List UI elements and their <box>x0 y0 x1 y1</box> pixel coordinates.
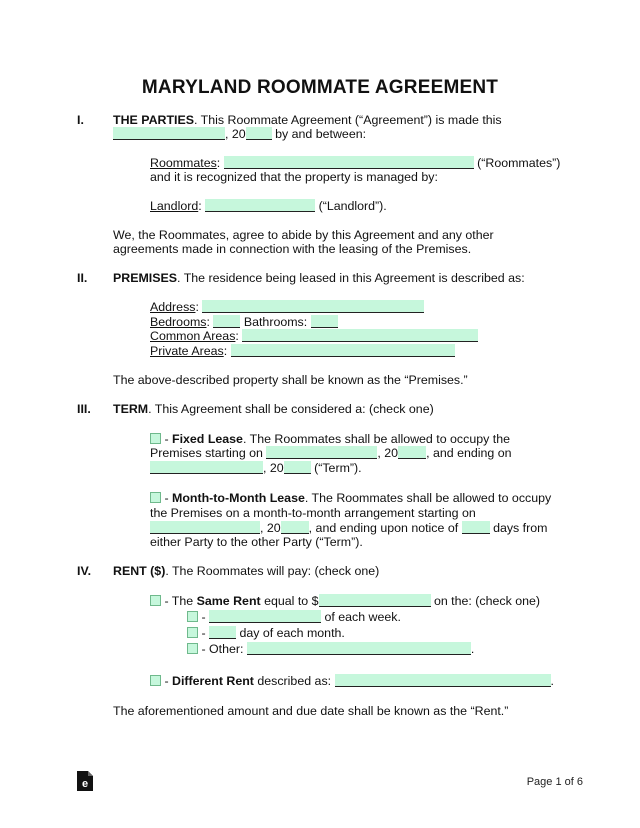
private-areas-line: Private Areas: <box>150 344 455 359</box>
roommates-field[interactable] <box>224 156 474 169</box>
mtm-lease-line-3: , 20 , and ending upon notice of days from <box>150 521 547 536</box>
mtm-start-date-field[interactable] <box>150 521 260 534</box>
bedrooms-label: Bedrooms <box>150 315 207 329</box>
section-3-number: III. <box>77 402 91 416</box>
fixed-lease-line-1: - Fixed Lease. The Roommates shall be allowed to occupy the <box>150 432 510 447</box>
section-4-line-1: RENT ($). The Roommates will pay: (check one) <box>113 564 380 578</box>
page-number: Page 1 of 6 <box>526 776 583 788</box>
landlord-line: Landlord: (“Landlord”). <box>150 199 387 213</box>
section-4-heading: RENT ($) <box>113 564 166 578</box>
landlord-label: Landlord <box>150 199 199 213</box>
common-areas-field[interactable] <box>242 329 478 342</box>
fixed-lease-line-2: Premises starting on , 20 , and ending on <box>150 446 512 460</box>
fixed-lease-line-3: , 20 (“Term”). <box>150 461 362 476</box>
fixed-start-date-field[interactable] <box>266 446 377 459</box>
mtm-lease-line-1: - Month-to-Month Lease. The Roommates shall be allowed to occupy <box>150 491 551 506</box>
mtm-lease-line-4: either Party to the other Party (“Term”). <box>150 535 363 549</box>
section-2-heading: PREMISES <box>113 271 178 285</box>
fixed-end-date-field[interactable] <box>150 461 263 474</box>
different-rent-field[interactable] <box>335 674 551 687</box>
section-4-number: IV. <box>77 564 92 578</box>
agreement-year-field[interactable] <box>246 127 272 140</box>
eforms-logo-icon <box>77 771 93 791</box>
address-line: Address: <box>150 300 424 315</box>
mtm-lease-line-2: the Premises on a month-to-month arrangement starting on <box>150 506 476 520</box>
weekday-field[interactable] <box>209 610 321 623</box>
section-1-number: I. <box>77 113 84 127</box>
same-rent-label: Same Rent <box>196 594 261 608</box>
section-1-heading: THE PARTIES <box>113 113 195 127</box>
premises-known-as: The above-described property shall be known as the “Premises.” <box>113 373 468 387</box>
fixed-lease-label: Fixed Lease <box>172 432 243 446</box>
section-2-line-1: PREMISES. The residence being leased in this Agreement is described as: <box>113 271 525 285</box>
fixed-lease-checkbox[interactable] <box>150 433 161 444</box>
landlord-field[interactable] <box>205 199 315 212</box>
section-1-line-1: THE PARTIES. This Roommate Agreement (“Agreement”) is made this <box>113 113 502 127</box>
roommates-label: Roommates <box>150 156 217 170</box>
section-3-line-1: TERM. This Agreement shall be considered a: (check one) <box>113 402 434 416</box>
managed-by-text: and it is recognized that the property is managed by: <box>150 170 438 184</box>
address-field[interactable] <box>202 300 424 313</box>
fixed-end-year-field[interactable] <box>284 461 311 474</box>
fixed-start-year-field[interactable] <box>398 446 426 459</box>
same-rent-checkbox[interactable] <box>150 595 161 606</box>
rent-known-as: The aforementioned amount and due date shall be known as the “Rent.” <box>113 704 509 718</box>
svg-text:e: e <box>81 778 89 790</box>
different-rent-label: Different Rent <box>172 674 254 688</box>
bathrooms-field[interactable] <box>311 315 338 328</box>
bedrooms-line: Bedrooms: Bathrooms: <box>150 315 338 330</box>
common-areas-label: Common Areas <box>150 329 236 343</box>
bedrooms-field[interactable] <box>213 315 240 328</box>
private-areas-field[interactable] <box>231 344 455 357</box>
mtm-lease-checkbox[interactable] <box>150 492 161 503</box>
different-rent-line: - Different Rent described as: . <box>150 674 554 689</box>
other-schedule-field[interactable] <box>247 642 471 655</box>
roommates-line: Roommates: (“Roommates”) <box>150 156 561 170</box>
agreement-day-field[interactable] <box>113 127 225 140</box>
different-rent-checkbox[interactable] <box>150 675 161 686</box>
notice-days-field[interactable] <box>462 521 490 534</box>
mtm-lease-label: Month-to-Month Lease <box>172 491 305 505</box>
common-areas-line: Common Areas: <box>150 329 478 344</box>
same-rent-amount-field[interactable] <box>319 594 431 607</box>
weekly-checkbox[interactable] <box>187 611 198 622</box>
weekly-option-line: - of each week. <box>187 610 401 625</box>
other-option-line: - Other: . <box>187 642 474 657</box>
mtm-start-year-field[interactable] <box>281 521 309 534</box>
abide-text-1: We, the Roommates, agree to abide by this Agreement and any other <box>113 228 494 242</box>
other-checkbox[interactable] <box>187 643 198 654</box>
section-2-number: II. <box>77 271 88 285</box>
month-day-field[interactable] <box>209 626 236 639</box>
section-3-heading: TERM <box>113 402 149 416</box>
monthly-checkbox[interactable] <box>187 627 198 638</box>
monthly-option-line: - day of each month. <box>187 626 345 641</box>
same-rent-line: - The Same Rent equal to $ on the: (check one) <box>150 594 540 609</box>
document-title: MARYLAND ROOMMATE AGREEMENT <box>141 77 499 98</box>
section-1-line-2: , 20 by and between: <box>113 127 366 142</box>
abide-text-2: agreements made in connection with the leasing of the Premises. <box>113 242 472 256</box>
address-label: Address <box>150 300 196 314</box>
private-areas-label: Private Areas <box>150 344 224 358</box>
